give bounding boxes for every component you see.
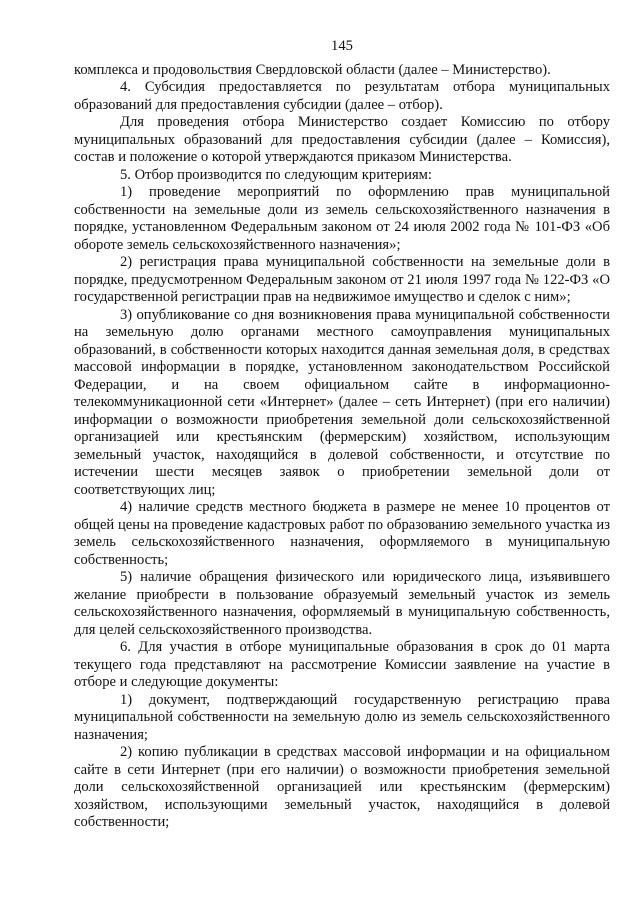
criterion-4: 4) наличие средств местного бюджета в размере не менее 10 процентов от общей цены на проведение кадастровых работ по образованию земельного участка из земель сельскохозяйственного назначения, оформляемого в муниципальную собственность; xyxy=(74,499,610,568)
paragraph-continuation: комплекса и продовольствия Свердловской области (далее – Министерство). xyxy=(74,61,551,78)
document-1: 1) документ, подтверждающий государственную регистрацию права муниципальной собственности на земельную долю из земель сельскохозяйственного назначения; xyxy=(74,691,610,743)
paragraph-item-5: 5. Отбор производится по следующим критериям: xyxy=(120,166,432,183)
criterion-1: 1) проведение мероприятий по оформлению прав муниципальной собственности на земельные доли из земель сельскохозяйственного назначения в порядке, установленном Федеральным законом от 24 июля 2002 года № 101-ФЗ «Об обороте земель сельскохозяйственного назначения»; xyxy=(74,184,610,253)
paragraph-commission: Для проведения отбора Министерство создает Комиссию по отбору муниципальных образований для предоставления субсидии (далее – Комиссия), состав и положение о которой утверждаются приказом Министерства. xyxy=(74,114,610,165)
paragraph-item-4: 4. Субсидия предоставляется по результатам отбора муниципальных образований для предоставления субсидии (далее – отбор). xyxy=(74,79,610,113)
criterion-5: 5) наличие обращения физического или юридического лица, изъявившего желание приобрести в пользование образуемый земельный участок из земель сельскохозяйственного назначения, оформляемый в муниципальную собственность, для целей сельскохозяйственного производства. xyxy=(74,569,610,638)
document-2: 2) копию публикации в средствах массовой информации и на официальном сайте в сети Интернет (при его наличии) о возможности приобретения земельной доли сельскохозяйственной организацией или крестьянским (фермерским) хозяйством, использующими земельный участок, находящийся в долевой собственности; xyxy=(74,744,610,830)
criterion-2: 2) регистрация права муниципальной собственности на земельные доли в порядке, предусмотренном Федеральным законом от 21 июля 1997 года № 122-ФЗ «О государственной регистрации прав на недвижимое имущество и сделок с ним»; xyxy=(74,254,610,305)
criterion-3: 3) опубликование со дня возникновения права муниципальной собственности на земельную долю органами местного самоуправления муниципальных образований, в собственности которых находится данная земельная доля, в средствах массовой информации в порядке, установленном законодательством Российской Федерации, и на своем официальном сайте в информационно-телекоммуникационной сети «Интернет» (далее – сеть Интернет) (при его наличии) информации о возможности приобретения земельной доли сельскохозяйственной организацией или крестьянским (фермерским) хозяйством, использующим земельный участок, находящийся в долевой собственности, и отсутствие по истечении шести месяцев заявок о приобретении земельной доли от соответствующих лиц; xyxy=(74,306,610,498)
page-number: 145 xyxy=(331,38,353,54)
paragraph-item-6: 6. Для участия в отборе муниципальные образования в срок до 01 марта текущего года представляют на рассмотрение Комиссии заявление на участие в отборе и следующие документы: xyxy=(74,639,610,690)
